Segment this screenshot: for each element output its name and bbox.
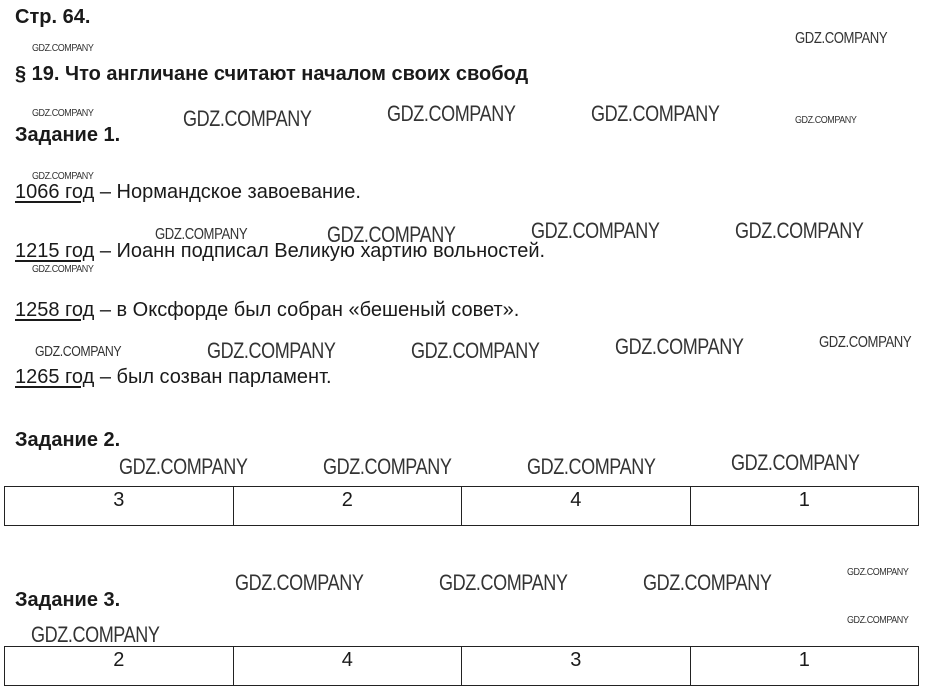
event-year: 1066 год (15, 181, 95, 203)
watermark: GDZ.COMPANY (183, 106, 312, 131)
page-reference: Стр. 64. (15, 6, 91, 28)
watermark: GDZ.COMPANY (847, 615, 909, 626)
answer-cell: 4 (462, 487, 691, 526)
watermark: GDZ.COMPANY (439, 570, 568, 595)
event-year: 1215 год (15, 240, 95, 262)
watermark: GDZ.COMPANY (327, 222, 456, 247)
watermark: GDZ.COMPANY (207, 338, 336, 363)
watermark: GDZ.COMPANY (735, 218, 864, 243)
answer-cell: 1 (690, 487, 919, 526)
event-text: – был созван парламент. (94, 366, 332, 388)
answer-cell: 2 (5, 647, 234, 686)
event-row (15, 240, 545, 263)
task-1-label: Задание 1. (15, 124, 121, 146)
answer-cell: 1 (690, 647, 919, 686)
watermark: GDZ.COMPANY (795, 115, 857, 126)
watermark: GDZ.COMPANY (35, 343, 122, 360)
watermark: GDZ.COMPANY (235, 570, 364, 595)
watermark: GDZ.COMPANY (32, 108, 94, 119)
watermark: GDZ.COMPANY (387, 101, 516, 126)
watermark: GDZ.COMPANY (32, 171, 94, 182)
watermark: GDZ.COMPANY (119, 454, 248, 479)
watermark: GDZ.COMPANY (155, 226, 248, 243)
event-row (15, 299, 519, 322)
task-3-answer-table (4, 646, 919, 686)
watermark: GDZ.COMPANY (643, 570, 772, 595)
watermark: GDZ.COMPANY (615, 334, 744, 359)
section-title: § 19. Что англичане считают началом своих свобод (15, 63, 529, 85)
event-year: 1258 год (15, 299, 95, 321)
watermark: GDZ.COMPANY (32, 43, 94, 54)
watermark: GDZ.COMPANY (527, 454, 656, 479)
answer-cell: 3 (5, 487, 234, 526)
watermark: GDZ.COMPANY (819, 334, 912, 351)
event-text: – Нормандское завоевание. (94, 181, 361, 203)
watermark: GDZ.COMPANY (31, 622, 160, 647)
event-row (15, 181, 361, 204)
event-text: – в Оксфорде был собран «бешеный совет». (94, 299, 520, 321)
task-2-label: Задание 2. (15, 429, 121, 451)
watermark: GDZ.COMPANY (591, 101, 720, 126)
watermark: GDZ.COMPANY (731, 450, 860, 475)
watermark: GDZ.COMPANY (795, 30, 888, 47)
task-2-answer-table (4, 486, 919, 526)
watermark: GDZ.COMPANY (847, 567, 909, 578)
watermark: GDZ.COMPANY (531, 218, 660, 243)
answer-cell: 2 (233, 487, 462, 526)
answer-cell: 4 (233, 647, 462, 686)
watermark: GDZ.COMPANY (411, 338, 540, 363)
event-row (15, 366, 332, 389)
task-3-label: Задание 3. (15, 589, 121, 611)
answer-cell: 3 (462, 647, 691, 686)
event-text: – Иоанн подписал Великую хартию вольностей. (94, 240, 546, 262)
watermark: GDZ.COMPANY (323, 454, 452, 479)
event-year: 1265 год (15, 366, 95, 388)
watermark: GDZ.COMPANY (32, 264, 94, 275)
